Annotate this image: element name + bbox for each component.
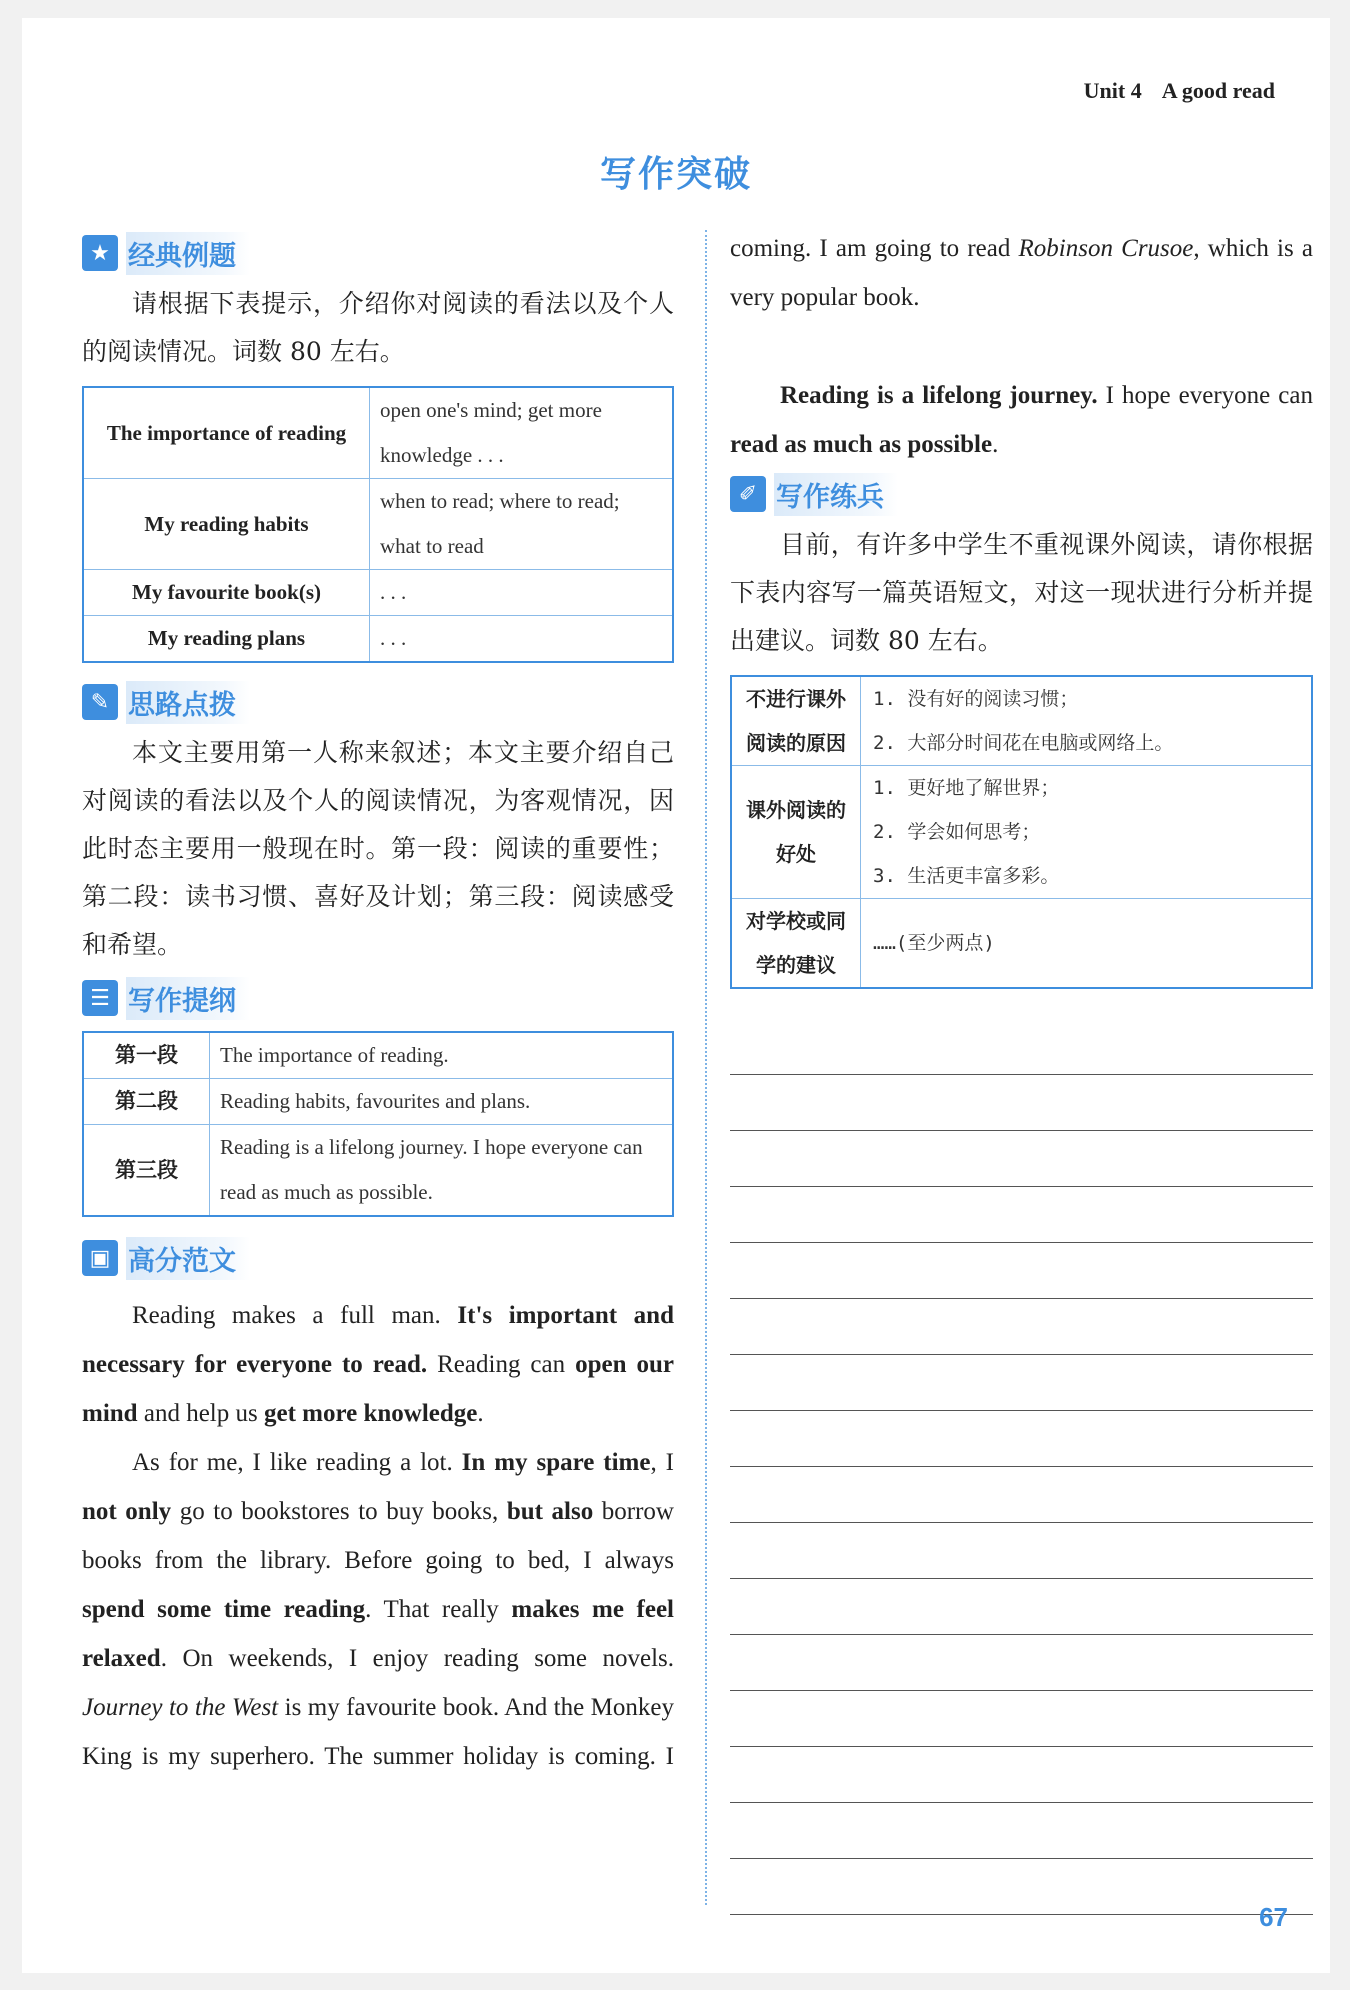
writing-line (730, 1299, 1313, 1355)
column-divider (705, 230, 707, 1905)
essay-text: . (992, 431, 999, 458)
writing-line (730, 1131, 1313, 1187)
book-icon: ▣ (82, 1240, 118, 1276)
page (22, 18, 1330, 1973)
table-key: The importance of reading (83, 387, 370, 479)
writing-line (730, 1803, 1313, 1859)
bold-phrase: not only (82, 1498, 172, 1525)
bold-phrase: In my spare time (461, 1449, 651, 1476)
essay-paragraph-2-continued (730, 224, 1313, 371)
outline-key: 第二段 (83, 1079, 210, 1125)
practice-row (731, 766, 1312, 899)
essay-text: Reading makes a full man. (132, 1302, 458, 1329)
practice-table (730, 675, 1313, 989)
practice-item: 3. 生活更丰富多彩。 (873, 865, 1060, 887)
bold-phrase: spend some time reading (82, 1596, 366, 1623)
writing-lines (730, 1019, 1313, 1915)
table-row (83, 387, 673, 479)
table-row (83, 616, 673, 663)
practice-item: 2. 学会如何思考； (873, 821, 1041, 843)
table-value: . . . (370, 570, 674, 616)
practice-item: ……(至少两点) (873, 932, 995, 954)
section-example-header (82, 232, 674, 274)
essay-text: and help us (137, 1400, 264, 1427)
essay-paragraph-2 (82, 1438, 674, 1781)
pencil-icon: ✐ (730, 476, 766, 512)
writing-line (730, 1579, 1313, 1635)
practice-key: 课外阅读的好处 (731, 766, 861, 899)
practice-item: 2. 大部分时间花在电脑或网络上。 (873, 732, 1174, 754)
bold-phrase: makes me feel relaxed (82, 1596, 674, 1672)
puzzle-icon: ✎ (82, 684, 118, 720)
outline-value: Reading is a lifelong journey. I hope everyone can read as much as possible. (210, 1125, 674, 1217)
essay-text: coming. I am going to read (730, 235, 1011, 262)
table-key: My reading plans (83, 616, 370, 663)
essay-paragraph-1 (82, 1291, 674, 1438)
left-column (82, 232, 674, 1781)
right-column (730, 224, 1313, 1915)
practice-value (861, 899, 1313, 989)
writing-line (730, 1691, 1313, 1747)
tips-text: 本文主要用第一人称来叙述；本文主要介绍自己对阅读的看法以及个人的阅读情况，为客观情况，因此时态主要用一般现在时。第一段：阅读的重要性；第二段：读书习惯、喜好及计划；第三段：阅读感受和希望。 (82, 738, 674, 959)
table-row (83, 479, 673, 570)
table-value: when to read; where to read; what to read (370, 479, 674, 570)
star-icon: ★ (82, 235, 118, 271)
essay-text: As for me, I like reading a lot. (132, 1449, 462, 1476)
outline-value: Reading habits, favourites and plans. (210, 1079, 674, 1125)
section-tips-header (82, 681, 674, 723)
writing-line (730, 1075, 1313, 1131)
bold-phrase: It's important and necessary for everyone to read. (82, 1302, 674, 1378)
practice-prompt: 目前，有许多中学生不重视课外阅读，请你根据下表内容写一篇英语短文，对这一现状进行分析并提出建议。词数 80 左右。 (730, 530, 1313, 655)
table-key: My reading habits (83, 479, 370, 570)
essay-text: I hope everyone can (1097, 382, 1314, 409)
writing-line (730, 1635, 1313, 1691)
bold-phrase: read as much as possible (730, 431, 993, 458)
section-outline-header (82, 977, 674, 1019)
section-practice-label: 写作练兵 (774, 473, 898, 516)
unit-number: Unit 4 (1083, 78, 1142, 103)
section-model-header (82, 1237, 674, 1279)
section-outline-label: 写作提纲 (126, 977, 250, 1020)
writing-line (730, 1355, 1313, 1411)
outline-key: 第一段 (83, 1032, 210, 1079)
essay-paragraph-2-shift (730, 224, 1313, 322)
table-value: . . . (370, 616, 674, 663)
unit-header (1084, 78, 1275, 104)
page-number: 67 (1259, 1902, 1288, 1932)
table-row (83, 570, 673, 616)
reading-table (82, 386, 674, 663)
table-value: open one's mind; get more knowledge . . . (370, 387, 674, 479)
essay-text: Reading can (427, 1351, 576, 1378)
outline-row (83, 1079, 673, 1125)
practice-item: 1. 没有好的阅读习惯； (873, 688, 1079, 710)
section-practice-header (730, 473, 1313, 515)
practice-row (731, 676, 1312, 766)
writing-line (730, 1411, 1313, 1467)
essay-text: . That really (365, 1596, 512, 1623)
practice-key: 不进行课外阅读的原因 (731, 676, 861, 766)
writing-line (730, 1187, 1313, 1243)
writing-line (730, 1747, 1313, 1803)
outline-table (82, 1031, 674, 1217)
italic-title: Journey to the West (82, 1694, 279, 1721)
outline-row (83, 1125, 673, 1217)
essay-paragraph-3 (730, 371, 1313, 469)
outline-row (83, 1032, 673, 1079)
essay-text: is my favourite book. And the Monkey King is my superhero. The summer holiday is coming. I (82, 1694, 674, 1770)
writing-line (730, 1523, 1313, 1579)
example-prompt: 请根据下表提示，介绍你对阅读的看法以及个人的阅读情况。词数 80 左右。 (82, 289, 674, 366)
essay-text: . (477, 1400, 484, 1427)
writing-line (730, 1019, 1313, 1075)
bold-phrase: Reading is a lifelong journey. (780, 382, 1098, 409)
bold-phrase: get more knowledge (263, 1400, 478, 1427)
practice-row (731, 899, 1312, 989)
outline-value: The importance of reading. (210, 1032, 674, 1079)
essay-text: borrow books from the library. Before going to bed, I always (82, 1498, 674, 1574)
outline-icon: ☰ (82, 980, 118, 1016)
practice-item: 1. 更好地了解世界； (873, 777, 1060, 799)
italic-title: Robinson Crusoe (1018, 235, 1194, 262)
bold-phrase: open our mind (82, 1351, 674, 1427)
writing-line (730, 1859, 1313, 1915)
essay-text: go to bookstores to buy books, (171, 1498, 507, 1525)
section-example-label: 经典例题 (126, 232, 250, 275)
essay-text: , I (650, 1449, 674, 1476)
bold-phrase: but also (506, 1498, 594, 1525)
section-model-label: 高分范文 (126, 1237, 250, 1280)
table-key: My favourite book(s) (83, 570, 370, 616)
unit-title: A good read (1161, 78, 1275, 103)
practice-value (861, 766, 1313, 899)
essay-text: . On weekends, I enjoy reading some novels. (160, 1645, 674, 1672)
writing-line (730, 1467, 1313, 1523)
practice-value (861, 676, 1313, 766)
outline-key: 第三段 (83, 1125, 210, 1217)
essay-text: , which is a very popular book. (730, 235, 1313, 311)
section-tips-label: 思路点拨 (126, 681, 250, 724)
writing-line (730, 1243, 1313, 1299)
practice-key: 对学校或同学的建议 (731, 899, 861, 989)
page-title: 写作突破 (599, 154, 752, 195)
